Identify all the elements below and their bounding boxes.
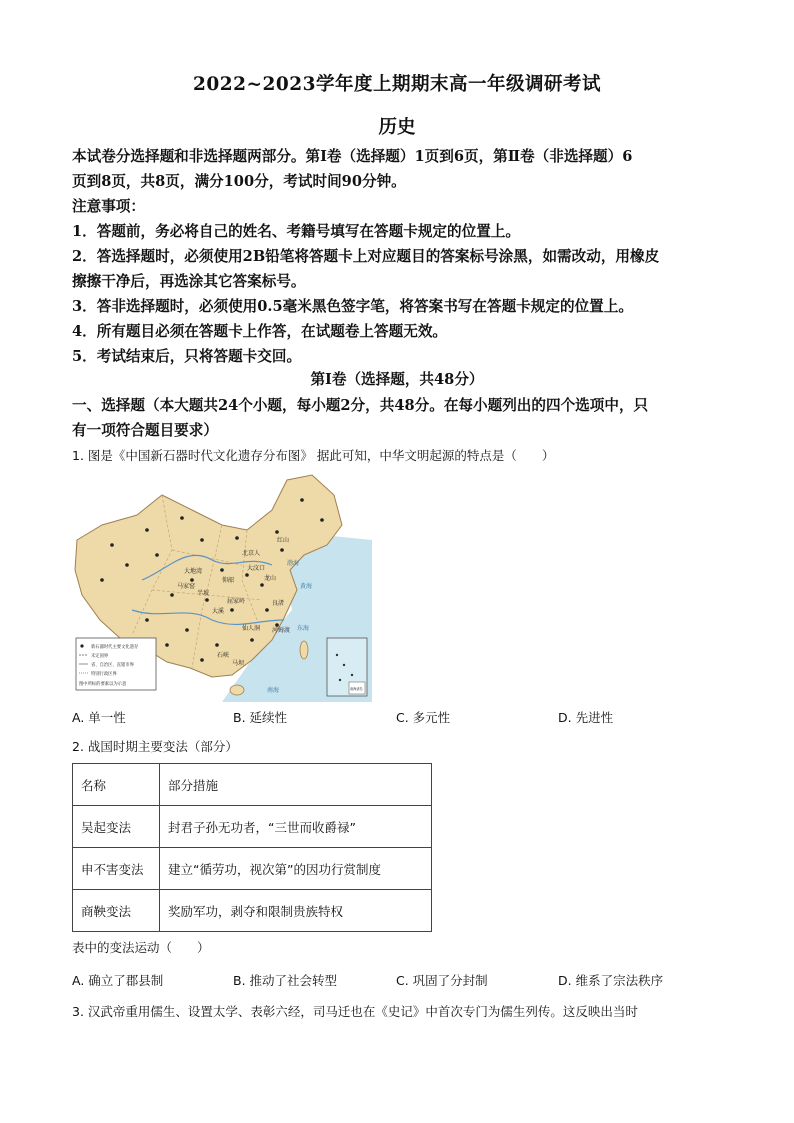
south-sea-inset <box>327 638 367 696</box>
sea-label: 东海 <box>297 625 310 632</box>
neolithic-culture-map <box>72 470 372 702</box>
note-2-line-1: 2．答选择题时，必须使用2B铅笔将答题卡上对应题目的答案标号涂黑，如需改动，用橡皮 <box>72 248 660 265</box>
table-header-cell: 名称 <box>73 764 160 806</box>
table-row <box>73 848 432 890</box>
map-label: 屈家岭 <box>227 598 246 605</box>
map-label: 良渚 <box>272 600 285 607</box>
map-label: 石峡 <box>217 652 230 659</box>
sea-label: 渤海 <box>287 560 300 567</box>
intro-line-2: 页到8页，共8页，满分100分，考试时间90分钟。 <box>72 173 406 190</box>
question-2-stem: 2. 战国时期主要变法（部分） <box>72 739 238 754</box>
table-header-cell: 部分措施 <box>160 764 432 806</box>
note-3: 3．答非选择题时，必须使用0.5毫米黑色签字笔，将答案书写在答题卡规定的位置上。 <box>72 298 633 315</box>
question-1-stem: 1. 图是《中国新石器时代文化遗存分布图》 据此可知，中华文明起源的特点是（ ） <box>72 448 555 463</box>
q1-option-c: C. 多元性 <box>396 710 451 725</box>
q1-option-d: D. 先进性 <box>558 710 614 725</box>
table-cell: 申不害变法 <box>73 848 160 890</box>
note-4: 4．所有题目必须在答题卡上作答，在试题卷上答题无效。 <box>72 323 448 340</box>
legend-label: 未定国界 <box>91 654 109 659</box>
note-1: 1．答题前，务必将自己的姓名、考籍号填写在答题卡规定的位置上。 <box>72 223 520 240</box>
map-label: 红山 <box>277 537 290 544</box>
table-cell: 商鞅变法 <box>73 890 160 932</box>
note-2-line-2: 擦擦干净后，再选涂其它答案标号。 <box>72 273 306 290</box>
legend-label: 图中所标的要素以为示意 <box>79 682 127 687</box>
table-cell: 建立“循劳功，视次第”的因功行赏制度 <box>160 848 432 890</box>
hainan-island <box>230 685 244 695</box>
map-label: 仰韶 <box>222 577 235 584</box>
reform-table <box>72 763 432 932</box>
q2-option-a: A. 确立了郡县制 <box>72 973 164 988</box>
taiwan-island <box>300 641 308 659</box>
table-cell: 奖励军功，剥夺和限制贵族特权 <box>160 890 432 932</box>
intro-paragraph <box>72 144 722 369</box>
map-label: 半坡 <box>197 590 210 597</box>
legend-label: 省、自治区、直辖市界 <box>91 663 134 668</box>
intro-line-1: 本试卷分选择题和非选择题两部分。第Ⅰ卷（选择题）1页到6页，第Ⅱ卷（非选择题）6 <box>72 148 633 165</box>
instructions-line-1: 一、选择题（本大题共24个小题，每小题2分，共48分。在每小题列出的四个选项中，只 <box>72 397 649 414</box>
map-legend <box>76 638 156 690</box>
map-label: 龙山 <box>264 575 277 582</box>
inset-label: 南海诸岛 <box>350 687 363 691</box>
note-5: 5．考试结束后，只将答题卡交回。 <box>72 348 302 365</box>
map-label: 马坝 <box>232 660 245 667</box>
map-label: 大汶口 <box>247 565 266 572</box>
q1-option-a: A. 单一性 <box>72 710 126 725</box>
table-header-row <box>73 764 432 806</box>
section-1-heading: 第Ⅰ卷（选择题，共48分） <box>310 371 484 388</box>
sea-label: 南海 <box>267 687 280 694</box>
map-label: 大溪 <box>212 608 225 615</box>
table-cell: 封君子孙无功者，“三世而收爵禄” <box>160 806 432 848</box>
table-cell: 吴起变法 <box>73 806 160 848</box>
table-row <box>73 890 432 932</box>
section-1-instructions <box>72 393 722 443</box>
exam-title: 2022~2023学年度上期期末高一年级调研考试 <box>193 74 601 95</box>
q2-option-b: B. 推动了社会转型 <box>233 973 338 988</box>
table-row <box>73 806 432 848</box>
subject-title: 历史 <box>378 117 416 138</box>
question-2-prompt: 表中的变法运动（ ） <box>72 940 210 955</box>
map-label: 大地湾 <box>184 568 203 575</box>
map-label: 马家窑 <box>177 583 196 590</box>
map-label: 北京人 <box>242 550 261 557</box>
question-3-stem: 3. 汉武帝重用儒生、设置太学、表彰六经，司马迁也在《史记》中首次专门为儒生列传。这反映出当时 <box>72 1004 638 1019</box>
sea-label: 黄海 <box>300 583 313 590</box>
map-label: 河姆渡 <box>272 627 291 634</box>
notes-heading: 注意事项： <box>72 198 145 215</box>
instructions-line-2: 有一项符合题目要求） <box>72 422 218 439</box>
q2-option-c: C. 巩固了分封制 <box>396 973 488 988</box>
map-label: 仙人洞 <box>242 625 261 632</box>
legend-label: 特别行政区界 <box>91 672 117 677</box>
q2-option-d: D. 维系了宗法秩序 <box>558 973 664 988</box>
q1-option-b: B. 延续性 <box>233 710 288 725</box>
legend-label: 新石器时代主要文化遗存 <box>91 645 139 650</box>
